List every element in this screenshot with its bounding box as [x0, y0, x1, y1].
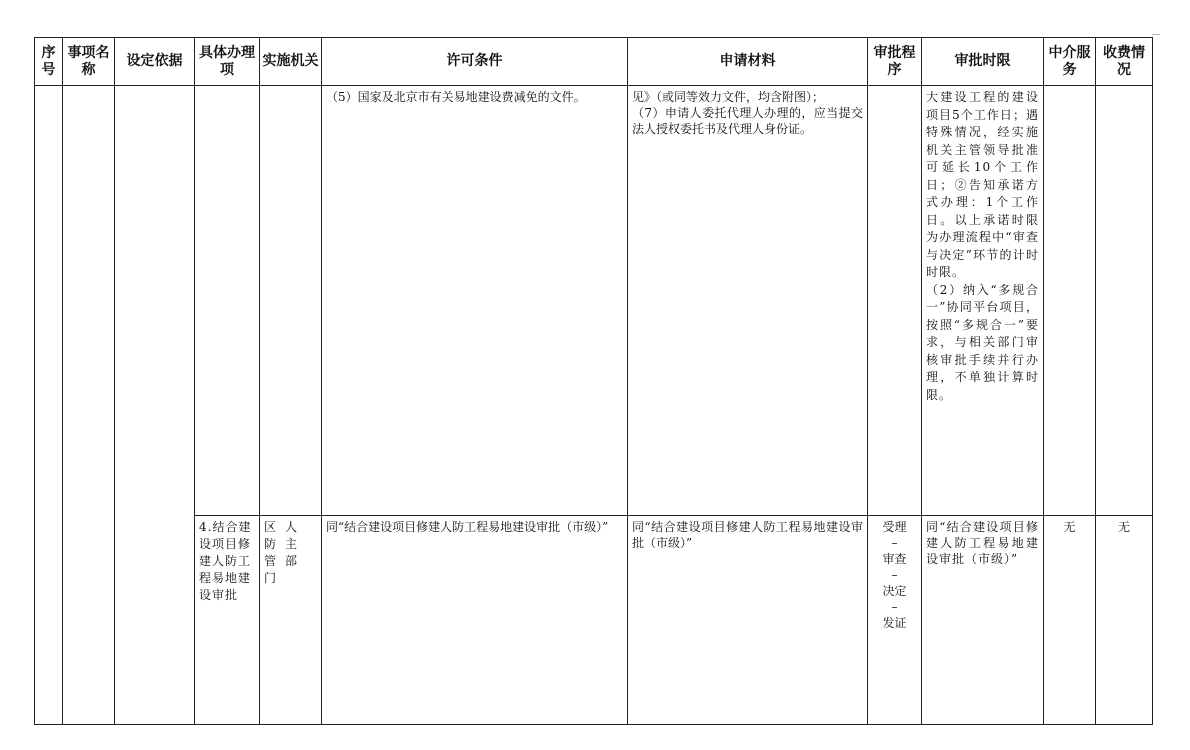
procedure-step: 发证 — [882, 616, 907, 630]
cell-basis — [115, 86, 195, 725]
admin-approval-table — [34, 37, 1153, 725]
cell-time-limit — [922, 86, 1044, 516]
col-header-item-name: 事项名称 — [63, 38, 115, 86]
cell-conditions — [322, 516, 628, 725]
cell-time-limit — [922, 516, 1044, 725]
time-limit-text-2: （2）纳入“多规合一”协同平台项目，按照“多规合一”要求，与相关部门审核审批手续并行办理，不单独计算时限。 — [926, 282, 1039, 402]
col-header-materials: 申请材料 — [628, 38, 868, 86]
cell-agency — [260, 86, 322, 516]
col-header-basis: 设定依据 — [115, 38, 195, 86]
cell-procedure — [868, 516, 922, 725]
col-header-conditions: 许可条件 — [322, 38, 628, 86]
col-header-specific-item: 具体办理项 — [195, 38, 260, 86]
fees-text: 无 — [1117, 520, 1130, 534]
procedure-step: 决定 — [882, 584, 907, 598]
col-header-seq: 序号 — [35, 38, 63, 86]
cell-fees — [1096, 516, 1153, 725]
col-header-procedure: 审批程序 — [868, 38, 922, 86]
col-header-fees: 收费情况 — [1096, 38, 1153, 86]
cell-materials — [628, 516, 868, 725]
header-row — [35, 38, 1153, 86]
time-limit-text: 同“结合建设项目修建人防工程易地建设审批（市级）” — [926, 520, 1039, 566]
procedure-separator: – — [891, 568, 898, 582]
procedure-separator: – — [891, 600, 898, 614]
col-header-agency: 实施机关 — [260, 38, 322, 86]
intermediary-text: 无 — [1063, 520, 1076, 534]
col-header-time-limit: 审批时限 — [922, 38, 1044, 86]
materials-text-1: 见》（或同等效力文件，均含附图）； — [632, 90, 825, 104]
cell-item-name — [63, 86, 115, 725]
table-row — [35, 86, 1153, 516]
cell-fees — [1096, 86, 1153, 516]
agency-text: 区人防主管部门 — [264, 520, 307, 585]
cell-conditions — [322, 86, 628, 516]
cell-agency — [260, 516, 322, 725]
conditions-text: 同“结合建设项目修建人防工程易地建设审批（市级）” — [326, 520, 609, 534]
materials-text-2: （7）申请人委托代理人办理的，应当提交法人授权委托书及代理人身份证。 — [632, 106, 863, 136]
cell-intermediary — [1044, 86, 1096, 516]
procedure-step: 审查 — [882, 552, 907, 566]
time-limit-text-1: 大建设工程的建设项目5个工作日；遇特殊情况，经实施机关主管领导批准可延长10个工作日；②告知承诺方式办理：1个工作日。以上承诺时限为办理流程中“审查与决定”环节的计时时限。 — [926, 90, 1039, 279]
procedure-step: 受理 — [882, 520, 907, 534]
table-row — [35, 516, 1153, 725]
materials-text: 同“结合建设项目修建人防工程易地建设审批（市级）” — [632, 520, 863, 550]
cell-materials — [628, 86, 868, 516]
procedure-separator: – — [891, 536, 898, 550]
page-corner-mark — [1152, 34, 1160, 35]
cell-intermediary — [1044, 516, 1096, 725]
cell-seq — [35, 86, 63, 725]
cell-specific-item — [195, 86, 260, 516]
cell-procedure — [868, 86, 922, 516]
cell-specific-item — [195, 516, 260, 725]
col-header-intermediary: 中介服务 — [1044, 38, 1096, 86]
conditions-text: （5）国家及北京市有关易地建设费减免的文件。 — [326, 90, 586, 104]
specific-item-text: 4.结合建设项目修建人防工程易地建设审批 — [199, 520, 252, 602]
